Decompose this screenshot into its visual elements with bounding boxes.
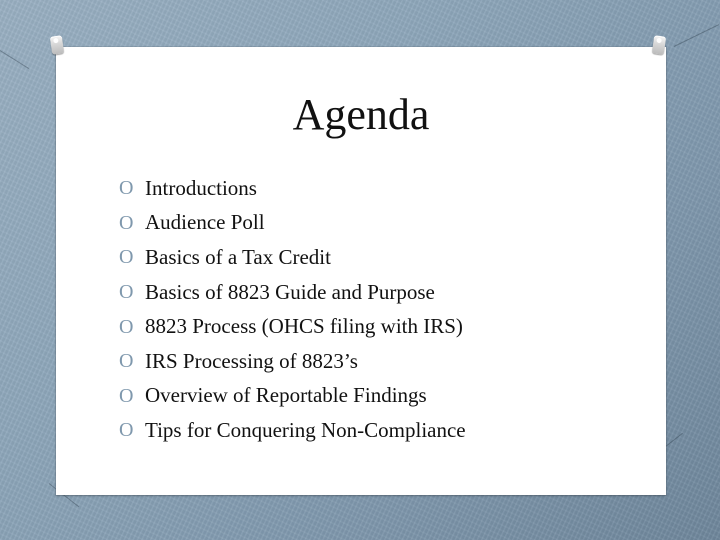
circle-outline-bullet-icon: O (119, 177, 134, 200)
circle-outline-bullet-icon: O (119, 384, 134, 407)
agenda-item (119, 240, 466, 275)
slide-title: Agenda (292, 90, 430, 139)
circle-outline-bullet-icon: O (119, 281, 134, 304)
agenda-item-text: 8823 Process (OHCS filing with IRS) (145, 314, 463, 339)
background-corner-line (674, 24, 719, 47)
thumbtack-icon (50, 35, 64, 54)
circle-outline-bullet-icon: O (119, 246, 134, 269)
circle-outline-bullet-icon: O (119, 211, 134, 234)
agenda-item (119, 275, 466, 310)
agenda-item-text: Overview of Reportable Findings (145, 383, 427, 408)
agenda-item (119, 344, 466, 379)
agenda-item-text: Tips for Conquering Non-Compliance (145, 417, 466, 442)
agenda-item-text: Introductions (145, 175, 257, 200)
circle-outline-bullet-icon: O (119, 350, 134, 373)
agenda-item-text: Basics of a Tax Credit (145, 244, 331, 269)
agenda-item (119, 171, 466, 206)
background-corner-line (0, 50, 29, 69)
agenda-item-text: IRS Processing of 8823’s (145, 348, 358, 373)
agenda-item (119, 413, 466, 448)
agenda-item (119, 379, 466, 414)
agenda-list (119, 171, 466, 448)
agenda-item (119, 309, 466, 344)
slide-card (56, 47, 666, 495)
agenda-item-text: Audience Poll (145, 210, 265, 235)
agenda-item-text: Basics of 8823 Guide and Purpose (145, 279, 435, 304)
agenda-item (119, 206, 466, 241)
circle-outline-bullet-icon: O (119, 315, 134, 338)
circle-outline-bullet-icon: O (119, 419, 134, 442)
thumbtack-icon (652, 35, 666, 54)
